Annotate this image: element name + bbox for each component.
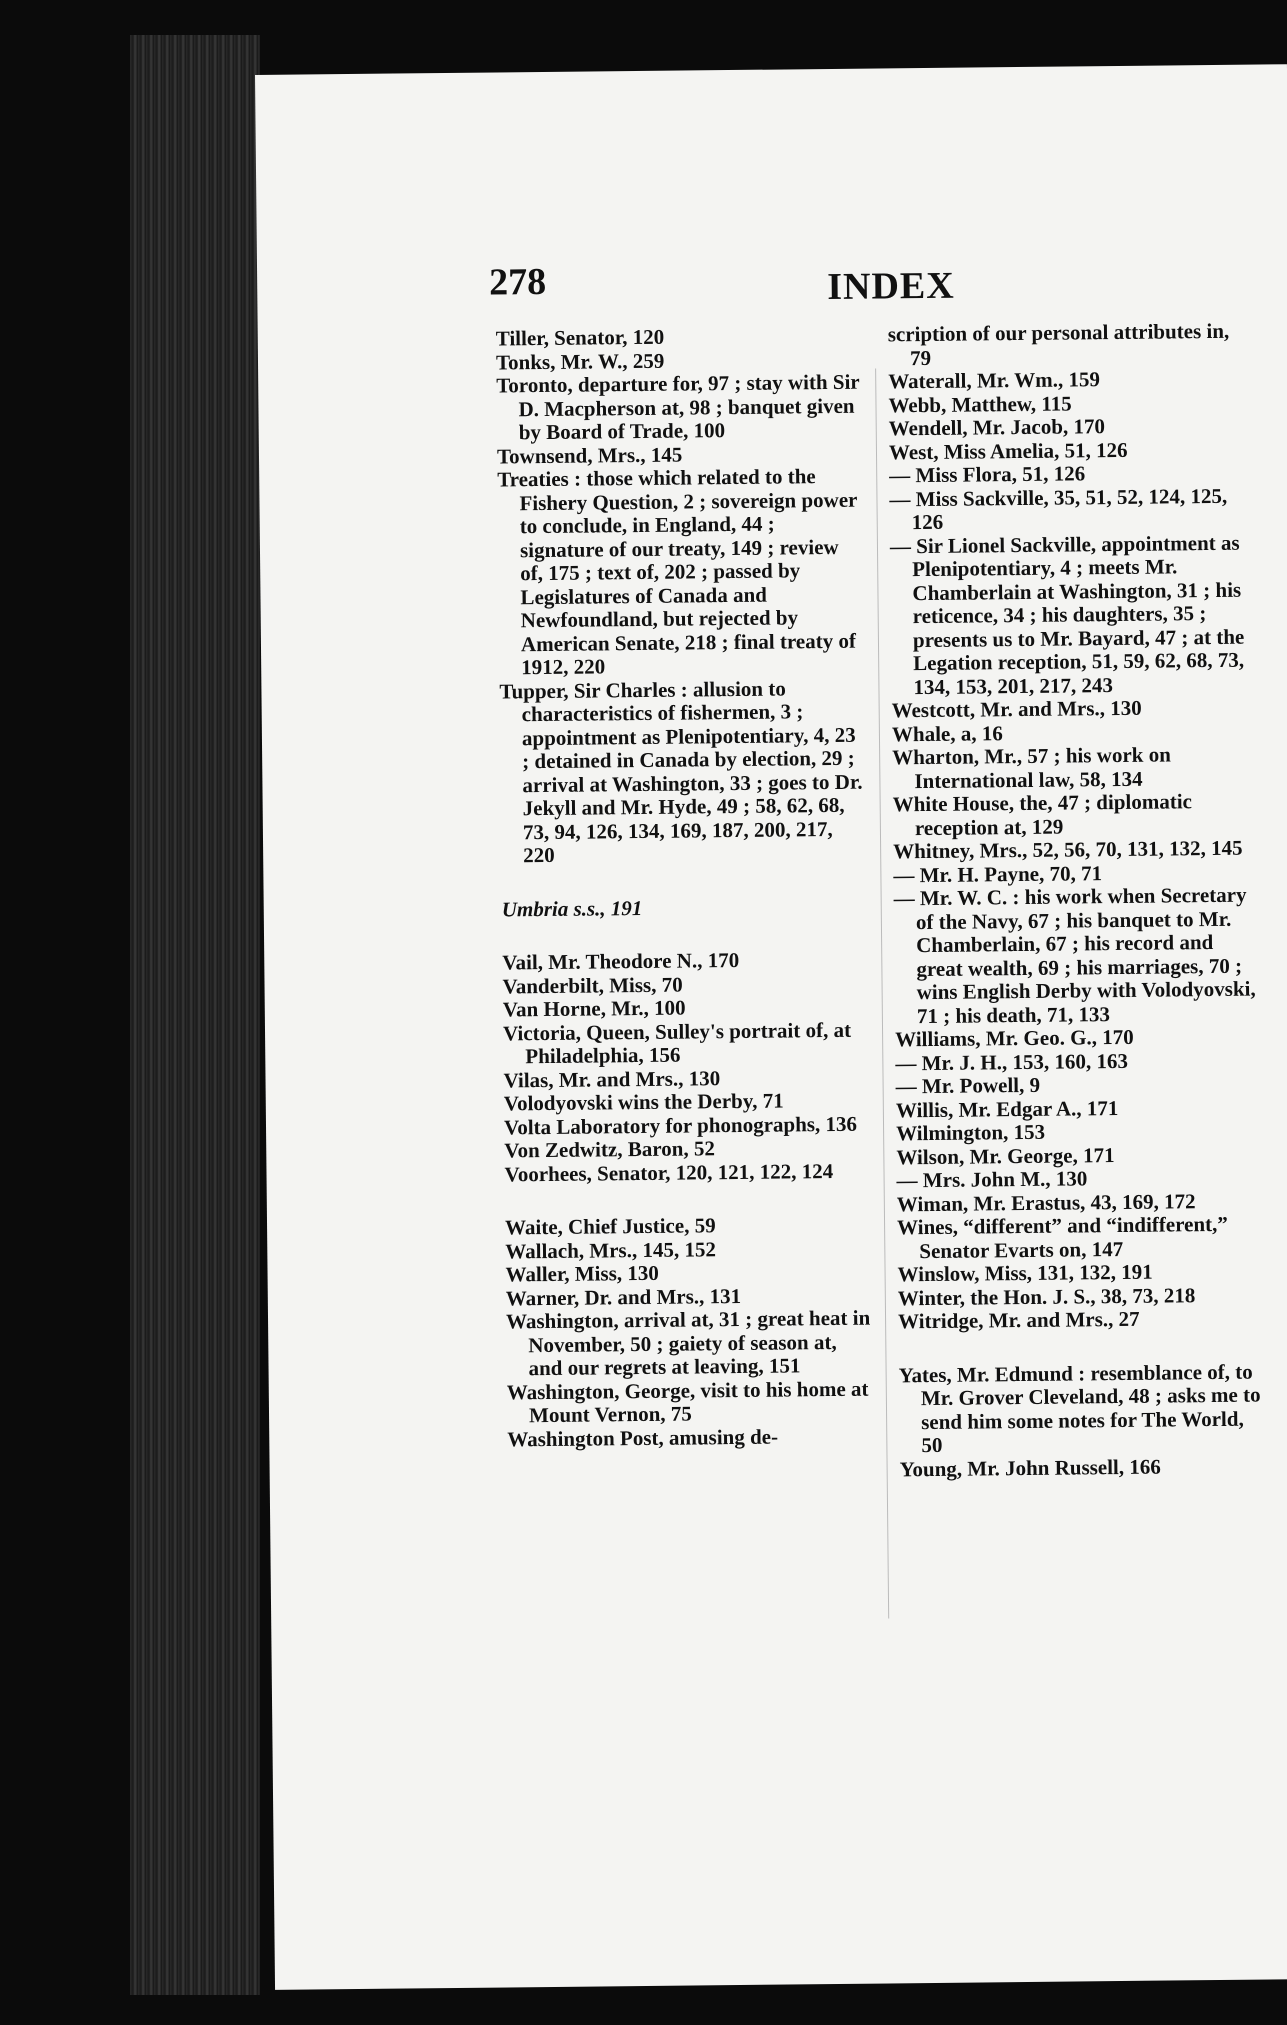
index-entry: Wallach, Mrs., 145, 152 <box>505 1236 717 1263</box>
index-entry: Voorhees, Senator, 120, 121, 122, 124 <box>504 1158 834 1186</box>
index-entry: Winslow, Miss, 131, 132, 191 <box>897 1259 1153 1287</box>
index-entry: Westcott, Mr. and Mrs., 130 <box>891 695 1142 723</box>
index-entry: Witridge, Mr. and Mrs., 27 <box>897 1306 1140 1334</box>
index-entry: Washington Post, amusing de- <box>507 1424 779 1451</box>
index-entry: Williams, Mr. Geo. G., 170 <box>895 1024 1134 1052</box>
index-entry: Washington, George, visit to his home at Mount Vernon, 75 <box>506 1376 869 1428</box>
index-entry: Whale, a, 16 <box>891 720 1003 746</box>
index-entry: Waterall, Mr. Wm., 159 <box>888 367 1101 394</box>
index-entry: Willis, Mr. Edgar A., 171 <box>895 1095 1119 1122</box>
index-entry: Wilson, Mr. George, 171 <box>896 1142 1115 1169</box>
index-entry: Webb, Matthew, 115 <box>888 390 1072 417</box>
index-entry: Waite, Chief Justice, 59 <box>504 1213 716 1240</box>
index-subentry: — Mrs. John M., 130 <box>896 1166 1088 1193</box>
section-gap <box>505 1183 870 1217</box>
index-entry: scription of our personal attributes in, 79 <box>887 318 1230 370</box>
index-entry: Van Horne, Mr., 100 <box>502 995 686 1022</box>
index-entry: Tupper, Sir Charles : allusion to characteristics of fishermen, 3 ; appointment as Plenipotentiary, 4, 23 ; detained in Canada by election, 29 ; arrival at Washington, 33 ; goes to Dr. Jekyll and Mr. Hyde, 49 ; 58, 62, 68, 73, 94, 126, 134, 169, 187, 200, 217, 220 <box>499 675 863 868</box>
index-entry: West, Miss Amelia, 51, 126 <box>888 437 1128 464</box>
column-divider <box>875 369 889 1619</box>
page-number: 278 <box>488 260 547 304</box>
index-entry: Vanderbilt, Miss, 70 <box>502 972 683 998</box>
index-entry: Winter, the Hon. J. S., 38, 73, 218 <box>897 1282 1196 1310</box>
index-entry: Von Zedwitz, Baron, 52 <box>504 1136 716 1163</box>
index-subentry: — Sir Lionel Sackville, appointment as Plenipotentiary, 4 ; meets Mr. Chamberlain at Washington, 31 ; his reticence, 34 ; his daughters, 35 ; presents us to Mr. Bayard, 47 ; at the Legation reception, 51, 59, 62, 68, 73, 134, 153, 201, 217, 243 <box>889 530 1245 699</box>
index-entry: Wilmington, 153 <box>895 1119 1046 1146</box>
index-entry: Vail, Mr. Theodore N., 170 <box>502 947 740 975</box>
section-gap <box>898 1330 1263 1364</box>
index-entry: Wiman, Mr. Erastus, 43, 169, 172 <box>896 1188 1196 1216</box>
index-entry: Waller, Miss, 130 <box>505 1260 659 1287</box>
index-entry: Victoria, Queen, Sulley's portrait of, at Philadelphia, 156 <box>502 1017 852 1069</box>
index-entry: Treaties : those which related to the Fishery Question, 2 ; sovereign power to conclude, in England, 44 ; signature of our treaty, 149 ; review of, 175 ; text of, 202 ; passed by Legislatures of Canada and Newfoundland, but rejected by American Senate, 218 ; final treaty of 1912, 220 <box>497 464 858 680</box>
index-column-right <box>888 320 1265 1482</box>
index-subentry: — Mr. H. Payne, 70, 71 <box>893 860 1103 887</box>
page-title: INDEX <box>827 264 955 309</box>
index-entry: Volodyovski wins the Derby, 71 <box>503 1088 784 1116</box>
index-entry: Tiller, Senator, 120 <box>495 324 665 351</box>
index-entry: White House, the, 47 ; diplomatic reception at, 129 <box>892 789 1193 840</box>
index-entry: Warner, Dr. and Mrs., 131 <box>505 1283 742 1310</box>
index-entry: Washington, arrival at, 31 ; great heat in November, 50 ; gaiety of season at, and our regrets at leaving, 151 <box>505 1305 871 1381</box>
index-entry: Wines, “different” and “indifferent,” Senator Evarts on, 147 <box>896 1211 1228 1263</box>
index-entry: Wendell, Mr. Jacob, 170 <box>888 414 1106 441</box>
index-entry: Yates, Mr. Edmund : resemblance of, to Mr. Grover Cleveland, 48 ; asks me to send him some notes for The World, 50 <box>898 1359 1261 1458</box>
index-column-left <box>496 324 873 1452</box>
index-entry: Toronto, departure for, 97 ; stay with Sir D. Macpherson at, 98 ; banquet given by Board of Trade, 100 <box>496 369 860 445</box>
index-subentry: — Mr. J. H., 153, 160, 163 <box>895 1048 1129 1075</box>
index-entry: Wharton, Mr., 57 ; his work on International law, 58, 134 <box>892 742 1171 793</box>
index-entry: Vilas, Mr. and Mrs., 130 <box>503 1065 721 1092</box>
index-subentry: — Mr. W. C. : his work when Secretary of the Navy, 67 ; his banquet to Mr. Chamberlain, 67 ; his record and great wealth, 69 ; his marriages, 70 ; wins English Derby with Volodyovski, 71 ; his death, 71, 133 <box>893 882 1256 1028</box>
book-page <box>255 64 1287 1990</box>
section-gap <box>502 918 867 952</box>
book-spine-edge <box>130 35 260 1995</box>
index-subentry: — Miss Flora, 51, 126 <box>889 461 1086 488</box>
index-entry: Umbria s.s., 191 <box>501 895 643 921</box>
index-entry: Townsend, Mrs., 145 <box>496 442 683 468</box>
index-subentry: — Mr. Powell, 9 <box>895 1072 1041 1099</box>
index-subentry: — Miss Sackville, 35, 51, 52, 124, 125, 126 <box>889 483 1228 535</box>
index-entry: Tonks, Mr. W., 259 <box>495 348 665 374</box>
index-entry: Young, Mr. John Russell, 166 <box>899 1454 1161 1481</box>
index-entry: Volta Laboratory for phonographs, 136 <box>503 1111 858 1139</box>
section-gap <box>501 864 866 898</box>
index-entry: Whitney, Mrs., 52, 56, 70, 131, 132, 145 <box>893 835 1243 864</box>
